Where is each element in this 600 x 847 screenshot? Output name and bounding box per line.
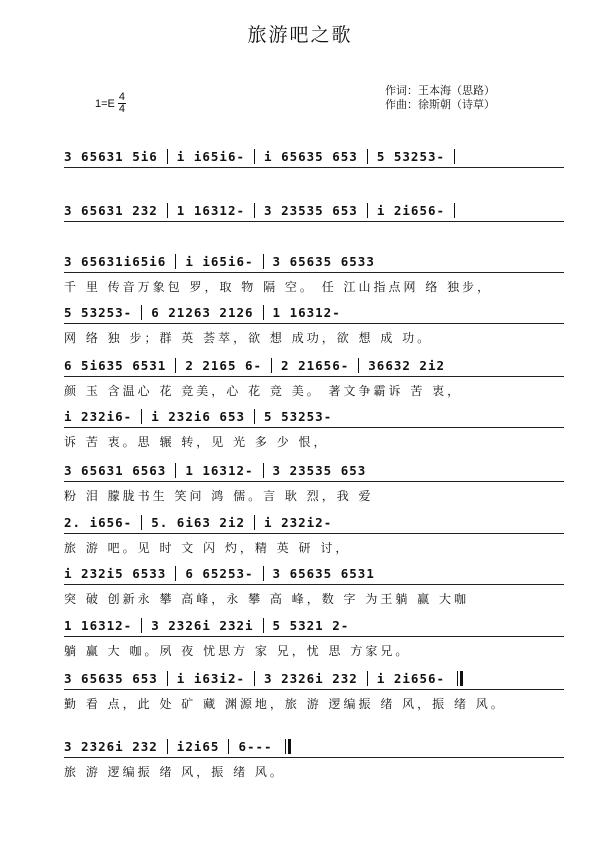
measure: i2i65 [176,738,220,754]
measure: 1 16312- [185,462,254,478]
underline-beam [64,636,564,637]
measure: 2 21656- [281,357,350,373]
bar-line [167,203,168,218]
measure: 6 21263 2126 [151,304,254,320]
measure: 2. i656- [64,514,133,530]
bar-line [263,618,264,633]
underline-beam [64,427,564,428]
measure: i i63i2- [176,670,246,686]
song-title: 旅游吧之歌 [247,24,353,46]
time-numerator: 4 [118,91,125,103]
measure: 5 53253- [264,408,333,424]
bar-line [454,149,455,164]
measure: 1 16312- [176,202,246,218]
score-line [64,408,564,466]
measure: 3 23535 653 [264,202,358,218]
notation-line [64,565,564,581]
score-line [64,670,564,728]
lyrics-line: 勤 看 点，此 处 矿 藏 渊源地，旅 游 逻编振 绪 风，振 绪 风。 [64,697,506,711]
notation-line [64,304,564,320]
lyrics-line: 千 里 传音万象包 罗，取 物 隔 空。 任 江山指点网 络 独步， [64,280,493,294]
bar-line [263,463,264,478]
lyrics-line: 粉 泪 朦胧书生 笑问 鸿 儒。言 耿 烈，我 爱 [64,489,374,503]
score-line [64,738,564,796]
key-label: 1=E [95,97,115,110]
underline-beam [64,221,564,222]
measure: 3 2326i 232i [151,617,254,633]
measure: 3 65631i65i6 [64,253,167,269]
score-line [64,462,564,520]
lyrics-line: 诉 苦 衷。思 辗 转，见 光 多 少 恨， [64,435,329,449]
bar-line [271,358,272,373]
underline-beam [64,481,564,482]
bar-line [175,463,176,478]
lyricist-credit: 作词：王本海（思路） [385,84,495,97]
notation-line [64,462,564,478]
notation-line [64,514,564,530]
measure: 2 2165 6- [185,357,263,373]
final-barline [285,739,291,754]
bar-line [358,358,359,373]
bar-line [367,203,368,218]
measure: i 232i2- [264,514,333,530]
measure: i i65i6- [176,148,246,164]
underline-beam [64,757,564,758]
measure: 3 65631 232 [64,202,158,218]
measure: 3 65635 653 [64,670,158,686]
bar-line [254,203,255,218]
bar-line [141,515,142,530]
bar-line [454,203,455,218]
notation-line [64,408,564,424]
measure: i 232i6- [64,408,133,424]
measure: 3 2326i 232 [264,670,358,686]
bar-line [141,409,142,424]
measure: 5 53253- [376,148,446,164]
bar-line [141,305,142,320]
notation-line [64,670,564,686]
notation-line [64,357,564,373]
measure: 3 2326i 232 [64,738,158,754]
measure: 5 53253- [64,304,133,320]
bar-line [254,149,255,164]
measure: i 2i656- [376,202,446,218]
bar-line [167,149,168,164]
measure: 6--- [238,738,273,754]
underline-beam [64,584,564,585]
measure: 5. 6i63 2i2 [151,514,246,530]
underline-beam [64,167,564,168]
repeat-barline [457,671,463,686]
score-line [64,357,564,415]
lyrics-line: 突 破 创新永 攀 高峰，永 攀 高 峰，数 字 为王躺 赢 大咖 [64,592,469,606]
score-line [64,617,564,675]
notation-line [64,148,564,164]
underline-beam [64,323,564,324]
bar-line [263,566,264,581]
bar-line [175,358,176,373]
measure: 3 65635 6533 [272,253,375,269]
time-signature [118,92,126,115]
underline-beam [64,533,564,534]
measure: i 232i6 653 [151,408,246,424]
score-line [64,565,564,623]
measure: 6 5i635 6531 [64,357,167,373]
score-line [64,148,564,206]
credits [385,84,495,112]
measure: i i65i6- [185,253,254,269]
bar-line [263,254,264,269]
lyrics-line: 躺 赢 大 咖。夙 夜 忧思方 家 兄，忧 思 方家兄。 [64,644,411,658]
bar-line [367,671,368,686]
measure: 3 65631 5i6 [64,148,158,164]
measure: 6 65253- [185,565,254,581]
bar-line [141,618,142,633]
score-line [64,304,564,362]
notation-line [64,253,564,269]
measure: 36632 2i2 [368,357,445,373]
measure: 3 65631 6563 [64,462,167,478]
score-line [64,514,564,572]
measure: i 232i5 6533 [64,565,167,581]
score-line [64,202,564,260]
bar-line [167,671,168,686]
bar-line [254,409,255,424]
measure: 3 65635 6531 [272,565,375,581]
bar-line [228,739,229,754]
notation-line [64,202,564,218]
notation-line [64,617,564,633]
measure: 1 16312- [272,304,341,320]
measure: 3 23535 653 [272,462,367,478]
bar-line [254,671,255,686]
bar-line [254,515,255,530]
bar-line [175,254,176,269]
bar-line [367,149,368,164]
lyrics-line: 旅 游 逻编振 绪 风，振 绪 风。 [64,765,285,779]
underline-beam [64,272,564,273]
measure: 1 16312- [64,617,133,633]
bar-line [167,739,168,754]
measure: i 65635 653 [264,148,358,164]
bar-line [263,305,264,320]
composer-credit: 作曲：徐斯朝（诗草） [385,98,495,111]
measure: 5 5321 2- [272,617,350,633]
time-denominator: 4 [118,103,125,115]
lyrics-line: 旅 游 吧。见 时 文 闪 灼，精 英 研 讨， [64,541,351,555]
underline-beam [64,689,564,690]
underline-beam [64,376,564,377]
score-line [64,253,564,311]
bar-line [175,566,176,581]
lyrics-line: 网 络 独 步；群 英 荟萃，欲 想 成功，欲 想 成 功。 [64,331,433,345]
notation-line [64,738,564,754]
key-signature [95,92,126,115]
measure: i 2i656- [376,670,446,686]
lyrics-line: 颜 玉 含温心 花 竞美，心 花 竞 美。 著文争霸诉 苦 衷， [64,384,463,398]
